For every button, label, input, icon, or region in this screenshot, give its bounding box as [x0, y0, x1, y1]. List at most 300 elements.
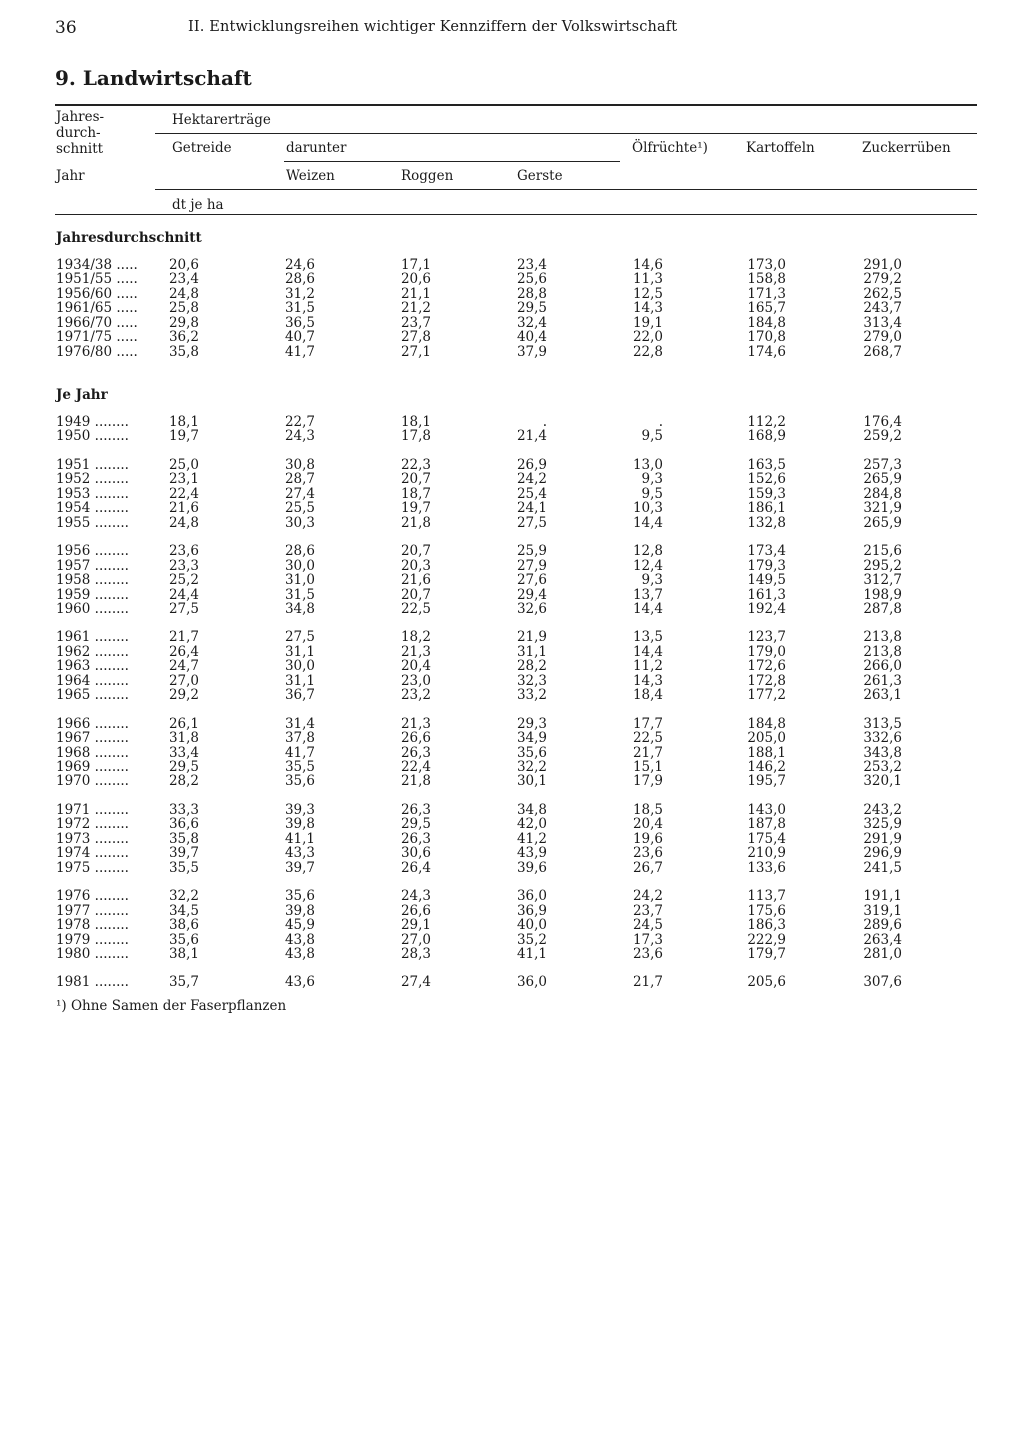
- cell-zuckerrueben: 313,4: [863, 314, 902, 331]
- cell-roggen: 26,6: [400, 730, 431, 747]
- header-weizen: Weizen: [286, 168, 335, 184]
- cell-getreide: 24,8: [168, 514, 199, 531]
- cell-gerste: 41,1: [516, 945, 547, 962]
- cell-kartoffeln: 165,7: [747, 300, 786, 317]
- table-row: [0, 731, 1024, 746]
- cell-roggen: 20,7: [400, 543, 431, 560]
- cell-weizen: 30,8: [284, 456, 315, 473]
- cell-oelfruechte: 9,3: [641, 471, 663, 488]
- cell-gerste: 26,9: [516, 456, 547, 473]
- cell-weizen: 41,7: [284, 343, 315, 360]
- table-row: [0, 861, 1024, 876]
- cell-oelfruechte: 23,7: [632, 902, 663, 919]
- table-row: [0, 573, 1024, 588]
- cell-roggen: 20,6: [400, 271, 431, 288]
- cell-oelfruechte: 11,2: [632, 658, 663, 675]
- cell-roggen: 18,1: [400, 414, 431, 430]
- cell-getreide: 31,8: [168, 730, 199, 747]
- row-label: 1981 ........: [56, 974, 129, 991]
- cell-weizen: 41,1: [284, 830, 315, 847]
- cell-getreide: 29,2: [168, 687, 199, 704]
- cell-zuckerrueben: 312,7: [863, 572, 902, 589]
- cell-zuckerrueben: 243,2: [863, 801, 902, 818]
- cell-kartoffeln: 179,3: [747, 557, 786, 574]
- cell-getreide: 23,4: [168, 271, 199, 288]
- cell-weizen: 39,8: [284, 902, 315, 919]
- row-label: 1960 ........: [56, 600, 129, 617]
- cell-oelfruechte: 14,4: [632, 514, 663, 531]
- cell-gerste: 36,0: [516, 888, 547, 905]
- cell-zuckerrueben: 325,9: [863, 816, 902, 833]
- cell-getreide: 21,7: [168, 629, 199, 646]
- row-label: 1973 ........: [56, 830, 129, 847]
- cell-getreide: 26,1: [168, 715, 199, 732]
- cell-getreide: 35,6: [168, 931, 199, 948]
- cell-oelfruechte: 21,7: [632, 974, 663, 991]
- cell-roggen: 21,3: [400, 643, 431, 660]
- cell-kartoffeln: 133,6: [747, 859, 786, 876]
- row-label: 1967 ........: [56, 730, 129, 747]
- cell-gerste: 21,9: [516, 629, 547, 646]
- cell-kartoffeln: 171,3: [747, 285, 786, 302]
- cell-gerste: 40,4: [516, 329, 547, 346]
- cell-kartoffeln: 179,7: [747, 945, 786, 962]
- row-label: 1951/55 .....: [56, 271, 138, 288]
- cell-gerste: 32,4: [516, 314, 547, 331]
- cell-weizen: 30,3: [284, 514, 315, 531]
- cell-kartoffeln: 163,5: [747, 456, 786, 473]
- table-row: [0, 544, 1024, 559]
- table-row: [0, 688, 1024, 703]
- cell-kartoffeln: 161,3: [747, 586, 786, 603]
- cell-getreide: 23,1: [168, 471, 199, 488]
- section-title: 9. Landwirtschaft: [55, 66, 252, 90]
- cell-getreide: 38,1: [168, 945, 199, 962]
- cell-zuckerrueben: 265,9: [863, 471, 902, 488]
- cell-weizen: 45,9: [284, 917, 315, 934]
- cell-oelfruechte: 14,6: [632, 257, 663, 273]
- cell-gerste: 32,6: [516, 600, 547, 617]
- cell-zuckerrueben: 213,8: [863, 629, 902, 646]
- cell-weizen: 28,6: [284, 271, 315, 288]
- header-rule-hektar: [155, 133, 977, 134]
- cell-roggen: 26,3: [400, 801, 431, 818]
- cell-roggen: 26,3: [400, 830, 431, 847]
- cell-weizen: 25,5: [284, 500, 315, 517]
- cell-roggen: 21,8: [400, 773, 431, 790]
- cell-kartoffeln: 172,6: [747, 658, 786, 675]
- cell-weizen: 35,5: [284, 759, 315, 775]
- cell-gerste: 30,1: [516, 773, 547, 790]
- cell-weizen: 31,2: [284, 285, 315, 302]
- table-row: [0, 975, 1024, 990]
- cell-weizen: 22,7: [284, 414, 315, 430]
- cell-oelfruechte: 13,5: [632, 629, 663, 646]
- cell-weizen: 31,0: [284, 572, 315, 589]
- cell-roggen: 19,7: [400, 500, 431, 517]
- cell-roggen: 27,0: [400, 931, 431, 948]
- cell-oelfruechte: 12,8: [632, 543, 663, 560]
- row-label: 1958 ........: [56, 572, 129, 589]
- cell-kartoffeln: 184,8: [747, 715, 786, 732]
- cell-kartoffeln: 172,8: [747, 672, 786, 689]
- cell-gerste: 29,4: [516, 586, 547, 603]
- table-row: [0, 501, 1024, 516]
- row-label: 1972 ........: [56, 816, 129, 833]
- cell-oelfruechte: .: [658, 414, 663, 430]
- cell-roggen: 23,7: [400, 314, 431, 331]
- cell-gerste: 28,8: [516, 285, 547, 302]
- cell-kartoffeln: 179,0: [747, 643, 786, 660]
- cell-kartoffeln: 205,6: [747, 974, 786, 991]
- cell-zuckerrueben: 259,2: [863, 428, 902, 445]
- cell-getreide: 25,2: [168, 572, 199, 589]
- row-label: 1979 ........: [56, 931, 129, 948]
- cell-zuckerrueben: 253,2: [863, 759, 902, 775]
- cell-gerste: 27,6: [516, 572, 547, 589]
- cell-oelfruechte: 22,0: [632, 329, 663, 346]
- row-label: 1974 ........: [56, 845, 129, 862]
- cell-oelfruechte: 14,3: [632, 300, 663, 317]
- cell-weizen: 27,4: [284, 485, 315, 502]
- cell-getreide: 20,6: [168, 257, 199, 273]
- cell-getreide: 24,8: [168, 285, 199, 302]
- cell-kartoffeln: 173,4: [747, 543, 786, 560]
- cell-getreide: 35,8: [168, 343, 199, 360]
- cell-zuckerrueben: 176,4: [863, 414, 902, 430]
- table-row: [0, 947, 1024, 962]
- cell-oelfruechte: 19,6: [632, 830, 663, 847]
- cell-gerste: 39,6: [516, 859, 547, 876]
- cell-kartoffeln: 168,9: [747, 428, 786, 445]
- cell-weizen: 35,6: [284, 773, 315, 790]
- cell-oelfruechte: 9,5: [641, 428, 663, 445]
- cell-zuckerrueben: 295,2: [863, 557, 902, 574]
- cell-gerste: 34,9: [516, 730, 547, 747]
- row-label: 1965 ........: [56, 687, 129, 704]
- cell-getreide: 24,7: [168, 658, 199, 675]
- cell-zuckerrueben: 265,9: [863, 514, 902, 531]
- cell-getreide: 34,5: [168, 902, 199, 919]
- row-label: 1970 ........: [56, 773, 129, 790]
- cell-kartoffeln: 175,4: [747, 830, 786, 847]
- cell-kartoffeln: 113,7: [747, 888, 786, 905]
- cell-oelfruechte: 9,5: [641, 485, 663, 502]
- cell-roggen: 20,7: [400, 471, 431, 488]
- row-label: 1971/75 .....: [56, 329, 138, 346]
- cell-zuckerrueben: 241,5: [863, 859, 902, 876]
- cell-weizen: 39,8: [284, 816, 315, 833]
- cell-roggen: 29,1: [400, 917, 431, 934]
- cell-getreide: 23,6: [168, 543, 199, 560]
- header-roggen: Roggen: [401, 168, 454, 184]
- header-gerste: Gerste: [517, 168, 563, 184]
- cell-kartoffeln: 195,7: [747, 773, 786, 790]
- cell-zuckerrueben: 332,6: [863, 730, 902, 747]
- cell-getreide: 26,4: [168, 643, 199, 660]
- row-label: 1980 ........: [56, 945, 129, 962]
- page-number: 36: [55, 18, 77, 38]
- cell-gerste: 33,2: [516, 687, 547, 704]
- stub-header-jahr: Jahr: [56, 168, 85, 184]
- cell-oelfruechte: 20,4: [632, 816, 663, 833]
- cell-gerste: 24,1: [516, 500, 547, 517]
- cell-zuckerrueben: 279,2: [863, 271, 902, 288]
- cell-zuckerrueben: 198,9: [863, 586, 902, 603]
- cell-zuckerrueben: 263,4: [863, 931, 902, 948]
- cell-kartoffeln: 186,3: [747, 917, 786, 934]
- cell-kartoffeln: 170,8: [747, 329, 786, 346]
- cell-oelfruechte: 14,3: [632, 672, 663, 689]
- cell-roggen: 22,5: [400, 600, 431, 617]
- cell-zuckerrueben: 191,1: [863, 888, 902, 905]
- cell-oelfruechte: 17,7: [632, 715, 663, 732]
- header-zuckerrueben: Zuckerrüben: [862, 140, 951, 156]
- cell-zuckerrueben: 261,3: [863, 672, 902, 689]
- cell-getreide: 27,5: [168, 600, 199, 617]
- cell-zuckerrueben: 279,0: [863, 329, 902, 346]
- header-hektarertraege: Hektarerträge: [172, 112, 271, 128]
- cell-gerste: 32,2: [516, 759, 547, 775]
- cell-roggen: 18,2: [400, 629, 431, 646]
- row-label: 1954 ........: [56, 500, 129, 517]
- cell-weizen: 43,3: [284, 845, 315, 862]
- table-row: [0, 889, 1024, 904]
- cell-roggen: 26,6: [400, 902, 431, 919]
- cell-gerste: 40,0: [516, 917, 547, 934]
- cell-weizen: 40,7: [284, 329, 315, 346]
- cell-getreide: 36,2: [168, 329, 199, 346]
- cell-getreide: 29,5: [168, 759, 199, 775]
- cell-oelfruechte: 12,4: [632, 557, 663, 574]
- header-rule-darunter: [284, 161, 620, 162]
- cell-gerste: 29,5: [516, 300, 547, 317]
- cell-zuckerrueben: 266,0: [863, 658, 902, 675]
- cell-getreide: 35,7: [168, 974, 199, 991]
- cell-getreide: 36,6: [168, 816, 199, 833]
- cell-gerste: 36,0: [516, 974, 547, 991]
- cell-kartoffeln: 173,0: [747, 257, 786, 273]
- row-label: 1978 ........: [56, 917, 129, 934]
- cell-weizen: 31,1: [284, 672, 315, 689]
- row-label: 1956/60 .....: [56, 285, 138, 302]
- cell-weizen: 31,5: [284, 300, 315, 317]
- cell-getreide: 35,5: [168, 859, 199, 876]
- cell-weizen: 31,1: [284, 643, 315, 660]
- cell-weizen: 39,7: [284, 859, 315, 876]
- cell-oelfruechte: 17,3: [632, 931, 663, 948]
- row-label: 1964 ........: [56, 672, 129, 689]
- cell-oelfruechte: 13,7: [632, 586, 663, 603]
- cell-gerste: 25,6: [516, 271, 547, 288]
- cell-zuckerrueben: 319,1: [863, 902, 902, 919]
- cell-oelfruechte: 23,6: [632, 945, 663, 962]
- cell-weizen: 27,5: [284, 629, 315, 646]
- row-label: 1961/65 .....: [56, 300, 138, 317]
- cell-getreide: 21,6: [168, 500, 199, 517]
- table-row: [0, 918, 1024, 933]
- cell-roggen: 23,2: [400, 687, 431, 704]
- cell-kartoffeln: 112,2: [747, 414, 786, 430]
- cell-kartoffeln: 159,3: [747, 485, 786, 502]
- cell-zuckerrueben: 321,9: [863, 500, 902, 517]
- cell-getreide: 39,7: [168, 845, 199, 862]
- cell-weizen: 43,8: [284, 931, 315, 948]
- cell-kartoffeln: 152,6: [747, 471, 786, 488]
- cell-oelfruechte: 23,6: [632, 845, 663, 862]
- cell-kartoffeln: 174,6: [747, 343, 786, 360]
- cell-gerste: 34,8: [516, 801, 547, 818]
- table-row: [0, 330, 1024, 345]
- cell-roggen: 26,4: [400, 859, 431, 876]
- cell-oelfruechte: 13,0: [632, 456, 663, 473]
- cell-weizen: 28,6: [284, 543, 315, 560]
- table-row: [0, 345, 1024, 360]
- row-label: 1962 ........: [56, 643, 129, 660]
- row-label: 1976/80 .....: [56, 343, 138, 360]
- cell-gerste: 42,0: [516, 816, 547, 833]
- row-label: 1951 ........: [56, 456, 129, 473]
- row-label: 1956 ........: [56, 543, 129, 560]
- cell-getreide: 35,8: [168, 830, 199, 847]
- header-getreide: Getreide: [172, 140, 232, 156]
- cell-kartoffeln: 222,9: [747, 931, 786, 948]
- cell-kartoffeln: 192,4: [747, 600, 786, 617]
- cell-weizen: 30,0: [284, 658, 315, 675]
- cell-getreide: 27,0: [168, 672, 199, 689]
- row-label: 1955 ........: [56, 514, 129, 531]
- cell-weizen: 30,0: [284, 557, 315, 574]
- cell-getreide: 33,3: [168, 801, 199, 818]
- cell-zuckerrueben: 257,3: [863, 456, 902, 473]
- cell-zuckerrueben: 343,8: [863, 744, 902, 761]
- cell-kartoffeln: 158,8: [747, 271, 786, 288]
- group-title: Jahresdurchschnitt: [56, 230, 202, 246]
- footnote: ¹) Ohne Samen der Faserpflanzen: [56, 998, 287, 1014]
- cell-kartoffeln: 146,2: [747, 759, 786, 775]
- cell-weizen: 39,3: [284, 801, 315, 818]
- cell-zuckerrueben: 307,6: [863, 974, 902, 991]
- cell-getreide: 29,8: [168, 314, 199, 331]
- cell-weizen: 43,8: [284, 945, 315, 962]
- cell-getreide: 28,2: [168, 773, 199, 790]
- cell-gerste: .: [542, 414, 547, 430]
- cell-oelfruechte: 22,5: [632, 730, 663, 747]
- cell-oelfruechte: 12,5: [632, 285, 663, 302]
- cell-zuckerrueben: 284,8: [863, 485, 902, 502]
- cell-zuckerrueben: 320,1: [863, 773, 902, 790]
- cell-roggen: 28,3: [400, 945, 431, 962]
- cell-gerste: 28,2: [516, 658, 547, 675]
- cell-getreide: 22,4: [168, 485, 199, 502]
- cell-kartoffeln: 184,8: [747, 314, 786, 331]
- cell-kartoffeln: 132,8: [747, 514, 786, 531]
- cell-roggen: 20,4: [400, 658, 431, 675]
- row-label: 1959 ........: [56, 586, 129, 603]
- cell-oelfruechte: 24,2: [632, 888, 663, 905]
- cell-oelfruechte: 24,5: [632, 917, 663, 934]
- cell-oelfruechte: 18,4: [632, 687, 663, 704]
- cell-oelfruechte: 11,3: [632, 271, 663, 288]
- row-label: 1971 ........: [56, 801, 129, 818]
- cell-oelfruechte: 10,3: [632, 500, 663, 517]
- row-label: 1968 ........: [56, 744, 129, 761]
- cell-gerste: 36,9: [516, 902, 547, 919]
- cell-weizen: 28,7: [284, 471, 315, 488]
- cell-oelfruechte: 19,1: [632, 314, 663, 331]
- row-label: 1950 ........: [56, 428, 129, 445]
- cell-kartoffeln: 205,0: [747, 730, 786, 747]
- cell-oelfruechte: 22,8: [632, 343, 663, 360]
- cell-kartoffeln: 149,5: [747, 572, 786, 589]
- cell-gerste: 21,4: [516, 428, 547, 445]
- cell-weizen: 34,8: [284, 600, 315, 617]
- row-label: 1963 ........: [56, 658, 129, 675]
- cell-gerste: 23,4: [516, 257, 547, 273]
- cell-getreide: 25,8: [168, 300, 199, 317]
- cell-zuckerrueben: 291,9: [863, 830, 902, 847]
- cell-roggen: 21,2: [400, 300, 431, 317]
- cell-gerste: 35,2: [516, 931, 547, 948]
- cell-roggen: 22,4: [400, 759, 431, 775]
- cell-gerste: 43,9: [516, 845, 547, 862]
- table-row: [0, 602, 1024, 617]
- cell-kartoffeln: 188,1: [747, 744, 786, 761]
- row-label: 1969 ........: [56, 759, 129, 775]
- cell-roggen: 23,0: [400, 672, 431, 689]
- cell-zuckerrueben: 313,5: [863, 715, 902, 732]
- table-row: [0, 774, 1024, 789]
- cell-getreide: 23,3: [168, 557, 199, 574]
- cell-gerste: 37,9: [516, 343, 547, 360]
- cell-roggen: 17,8: [400, 428, 431, 445]
- row-label: 1953 ........: [56, 485, 129, 502]
- cell-getreide: 32,2: [168, 888, 199, 905]
- cell-gerste: 27,9: [516, 557, 547, 574]
- cell-roggen: 17,1: [400, 257, 431, 273]
- cell-kartoffeln: 175,6: [747, 902, 786, 919]
- table-row: [0, 429, 1024, 444]
- cell-getreide: 19,7: [168, 428, 199, 445]
- row-label: 1934/38 .....: [56, 257, 138, 273]
- cell-weizen: 31,5: [284, 586, 315, 603]
- cell-kartoffeln: 186,1: [747, 500, 786, 517]
- row-label: 1957 ........: [56, 557, 129, 574]
- cell-getreide: 18,1: [168, 414, 199, 430]
- row-label: 1966/70 .....: [56, 314, 138, 331]
- cell-oelfruechte: 15,1: [632, 759, 663, 775]
- table-row: [0, 516, 1024, 531]
- cell-weizen: 24,6: [284, 257, 315, 273]
- cell-gerste: 35,6: [516, 744, 547, 761]
- row-label: 1966 ........: [56, 715, 129, 732]
- cell-zuckerrueben: 268,7: [863, 343, 902, 360]
- row-label: 1961 ........: [56, 629, 129, 646]
- stub-header-line3: schnitt: [56, 141, 104, 157]
- running-head: II. Entwicklungsreihen wichtiger Kennziffern der Volkswirtschaft: [188, 19, 678, 35]
- cell-gerste: 31,1: [516, 643, 547, 660]
- header-oelfruechte: Ölfrüchte¹): [632, 140, 708, 156]
- cell-roggen: 27,1: [400, 343, 431, 360]
- cell-weizen: 24,3: [284, 428, 315, 445]
- cell-oelfruechte: 21,7: [632, 744, 663, 761]
- cell-oelfruechte: 9,3: [641, 572, 663, 589]
- cell-getreide: 25,0: [168, 456, 199, 473]
- cell-zuckerrueben: 281,0: [863, 945, 902, 962]
- header-unit: dt je ha: [172, 197, 224, 213]
- cell-weizen: 41,7: [284, 744, 315, 761]
- cell-oelfruechte: 14,4: [632, 600, 663, 617]
